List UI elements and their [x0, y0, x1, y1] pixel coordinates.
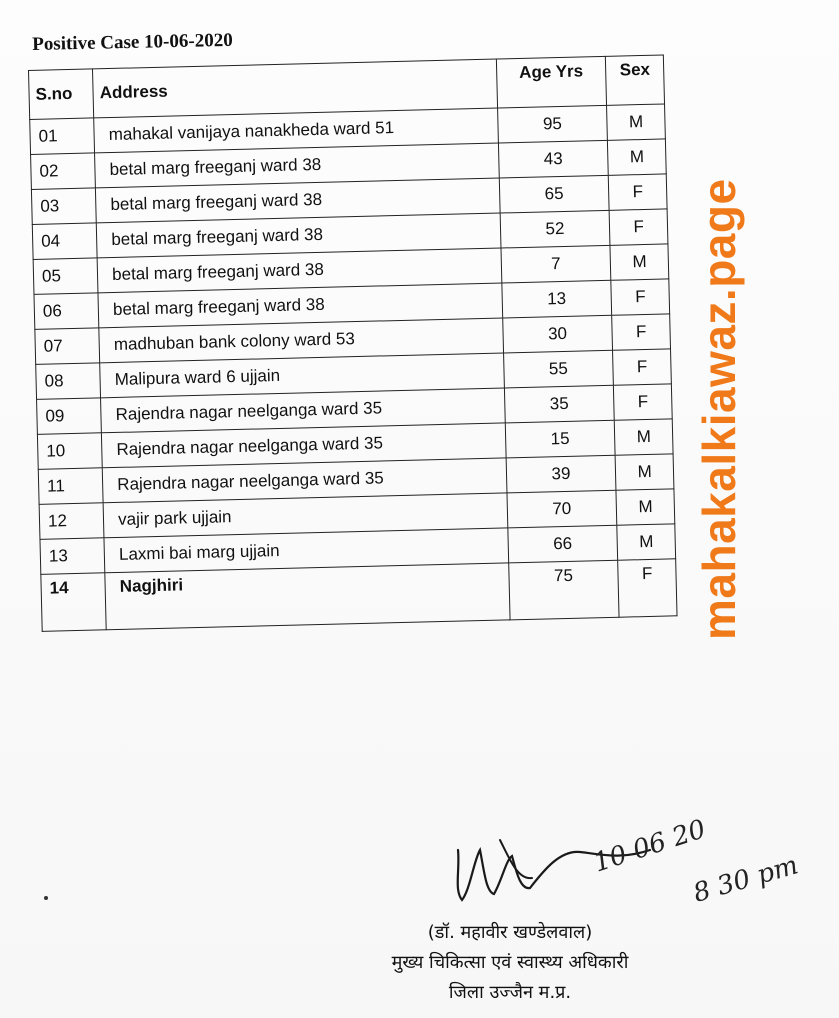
cell-age: 39 — [506, 455, 617, 493]
cell-age: 52 — [500, 210, 611, 248]
cell-sex: M — [615, 419, 673, 455]
header-age: Age Yrs — [496, 56, 607, 108]
cell-sex: M — [607, 104, 665, 140]
cell-sno: 14 — [41, 573, 107, 632]
cell-age: 35 — [504, 385, 615, 423]
signatory-name: (डॉ. महावीर खण्डेलवाल) — [427, 922, 593, 943]
cell-age: 7 — [501, 245, 612, 283]
cell-address: Rajendra nagar neelganga ward 35 — [102, 423, 506, 468]
cell-address: madhuban bank colony ward 53 — [99, 318, 503, 363]
cell-sex: F — [613, 349, 671, 385]
cell-sno: 10 — [37, 433, 102, 470]
handwritten-date: 10 06 20 — [590, 814, 710, 879]
cell-age: 30 — [502, 315, 613, 353]
cell-sno: 09 — [37, 398, 102, 435]
cell-sex: F — [609, 174, 667, 210]
cell-address: mahakal vanijaya nanakheda ward 51 — [94, 108, 498, 153]
cell-sex: M — [616, 489, 674, 525]
cell-age: 75 — [508, 560, 619, 620]
cell-sno: 04 — [32, 223, 97, 260]
cell-sex: F — [609, 209, 667, 245]
cell-address: betal marg freeganj ward 38 — [96, 178, 500, 223]
cell-sex: M — [608, 139, 666, 175]
cell-sex: M — [610, 244, 668, 280]
cell-address: betal marg freeganj ward 38 — [95, 143, 499, 188]
cell-sno: 12 — [39, 503, 104, 540]
cell-sno: 08 — [36, 363, 101, 400]
cell-sno: 02 — [31, 153, 96, 190]
cell-address: betal marg freeganj ward 38 — [97, 248, 501, 293]
cell-sno: 07 — [35, 328, 100, 365]
signatory-block — [340, 918, 680, 1008]
cell-age: 66 — [507, 525, 618, 563]
cell-address: vajir park ujjain — [103, 493, 507, 538]
cell-age: 13 — [501, 280, 612, 318]
handwritten-time: 8 30 pm — [690, 850, 802, 909]
cell-address: Rajendra nagar neelganga ward 35 — [102, 458, 506, 503]
cell-address: betal marg freeganj ward 38 — [98, 283, 502, 328]
cell-age: 15 — [505, 420, 616, 458]
page-title: Positive Case 10-06-2020 — [32, 29, 233, 55]
cell-age: 55 — [503, 350, 614, 388]
cell-sex: F — [612, 314, 670, 350]
header-sex: Sex — [606, 55, 665, 105]
cell-age: 70 — [507, 490, 618, 528]
cell-age: 43 — [498, 140, 609, 178]
cases-table-wrapper — [28, 54, 678, 631]
cell-sno: 13 — [40, 538, 105, 575]
signatory-location: जिला उज्जैन म.प्र. — [448, 982, 572, 1003]
cell-address: Nagjhiri — [105, 563, 510, 630]
cell-address: betal marg freeganj ward 38 — [96, 213, 500, 258]
header-address: Address — [93, 59, 497, 118]
cell-address: Laxmi bai marg ujjain — [104, 528, 508, 573]
cell-sex: F — [614, 384, 672, 420]
signatory-designation: मुख्य चिकित्सा एवं स्वास्थ्य अधिकारी — [391, 952, 629, 973]
header-sno: S.no — [29, 69, 94, 120]
cell-address: Rajendra nagar neelganga ward 35 — [101, 388, 505, 433]
cell-sno: 03 — [31, 188, 96, 225]
cell-sex: M — [617, 524, 675, 560]
cell-sex: F — [611, 279, 669, 315]
cell-sno: 01 — [30, 118, 95, 155]
cell-sex: F — [618, 559, 677, 617]
positive-cases-table — [28, 54, 678, 631]
watermark-text: mahakalkiawaz.page — [693, 178, 745, 640]
cell-sno: 06 — [34, 293, 99, 330]
cell-age: 95 — [497, 105, 608, 143]
cell-sno: 05 — [33, 258, 98, 295]
cell-age: 65 — [499, 175, 610, 213]
ink-dot — [44, 896, 48, 900]
cell-sex: M — [615, 454, 673, 490]
cell-sno: 11 — [38, 468, 103, 505]
cell-address: Malipura ward 6 ujjain — [100, 353, 504, 398]
